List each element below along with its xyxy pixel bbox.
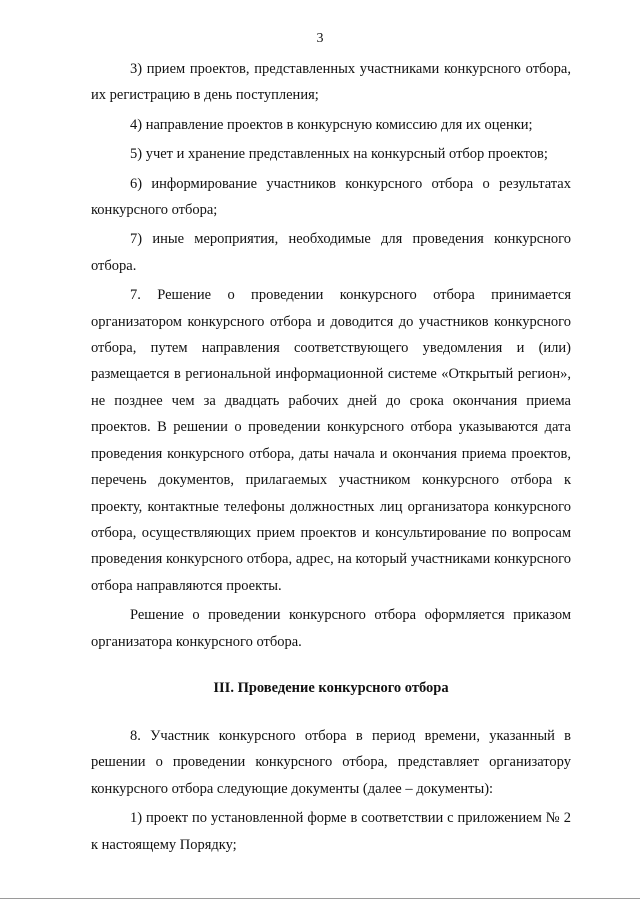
list-item-5: 5) учет и хранение представленных на конкурсный отбор проектов;	[130, 146, 548, 163]
list-item-6: 6) информирование участников конкурсного отбора о результатах конкурсного отбора;	[91, 175, 571, 219]
list-item-4: 4) направление проектов в конкурсную комиссию для их оценки;	[130, 116, 533, 133]
clause-7-paragraph: 7. Решение о проведении конкурсного отбора принимается организатором конкурсного отбора и доводится до участников конкурсного отбора, путем направления соответствующего уведомления и (или) размещается в региональной информационной системе «Открытый регион», не позднее чем за двадцать рабочих дней до срока окончания приема проектов. В решении о проведении конкурсного отбора указываются дата проведения конкурсного отбора, даты начала и окончания приема проектов, перечень документов, прилагаемых участником конкурсного отбора к проекту, контактные телефоны должностных лиц организатора конкурсного отбора, осуществляющих прием проектов и консультирование по вопросам проведения конкурсного отбора, адрес, на который участниками конкурсного отбора направляются проекты.	[91, 287, 571, 594]
list-item-3: 3) прием проектов, представленных участниками конкурсного отбора, их регистрацию в день поступления;	[91, 61, 571, 104]
page-number: 3	[316, 31, 324, 46]
document-body	[91, 56, 571, 861]
list-item-7: 7) иные мероприятия, необходимые для проведения конкурсного отбора.	[91, 231, 571, 274]
document-list-item-1: 1) проект по установленной форме в соответствии с приложением № 2 к настоящему Порядку;	[91, 810, 571, 853]
section-heading: III. Проведение конкурсного отбора	[213, 679, 449, 696]
clause-8-paragraph: 8. Участник конкурсного отбора в период времени, указанный в решении о проведении конкурсного отбора, представляет организатору конкурсного отбора следующие документы (далее – документы):	[91, 727, 571, 797]
decision-order-paragraph: Решение о проведении конкурсного отбора оформляется приказом организатора конкурсного отбора.	[91, 607, 571, 650]
page-bottom-rule	[0, 898, 640, 899]
